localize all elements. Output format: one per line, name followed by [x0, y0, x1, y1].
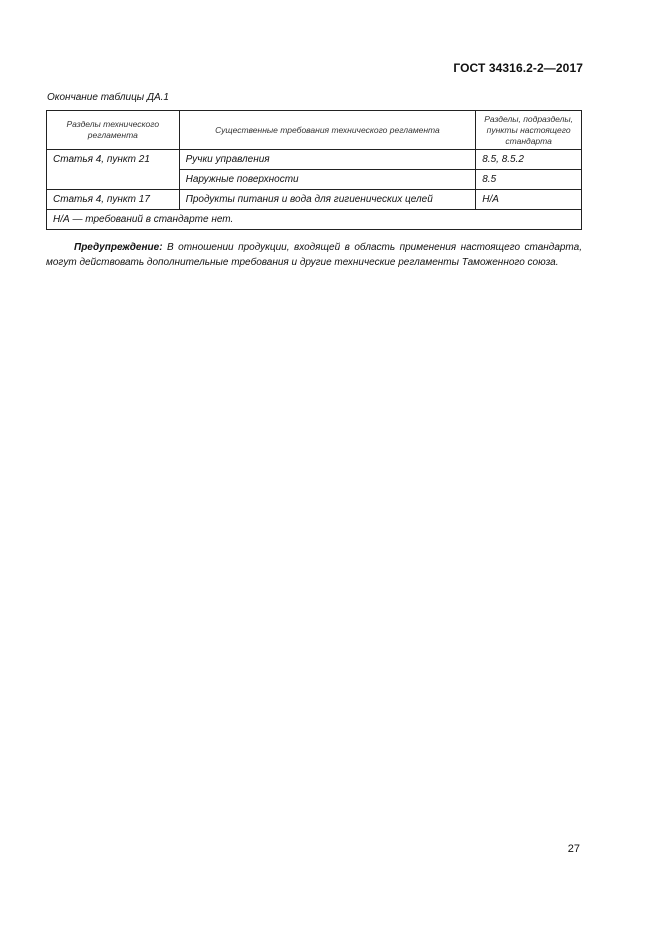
table-row: [47, 190, 582, 210]
document-code: ГОСТ 34316.2-2—2017: [453, 61, 583, 75]
cell-section: Статья 4, пункт 17: [47, 190, 180, 210]
warning-text: В отношении продукции, входящей в область применения настоящего стандарта, могут действовать дополнительные требования и другие технические регламенты Таможенного союза.: [46, 242, 582, 268]
warning-label: Предупреждение:: [74, 242, 163, 253]
cell-clauses: Н/А: [476, 190, 582, 210]
column-header-clauses: Разделы, подразделы, пункты настоящего стандарта: [476, 111, 582, 150]
cell-requirement: Продукты питания и вода для гигиенических целей: [179, 190, 476, 210]
table-header-row: [47, 111, 582, 150]
cell-clauses: 8.5: [476, 170, 582, 190]
cell-requirement: Ручки управления: [179, 150, 476, 170]
table-row: [47, 150, 582, 170]
column-header-sections: Разделы технического регламента: [47, 111, 180, 150]
warning-paragraph: [46, 240, 582, 270]
column-header-requirements: Существенные требования технического регламента: [179, 111, 476, 150]
table-note: Н/А — требований в стандарте нет.: [47, 210, 582, 230]
cell-requirement: Наружные поверхности: [179, 170, 476, 190]
table-caption: Окончание таблицы ДА.1: [47, 92, 169, 103]
page-number: 27: [567, 843, 580, 855]
requirements-table: [46, 110, 582, 230]
cell-section: Статья 4, пункт 21: [47, 150, 180, 190]
table-note-row: [47, 210, 582, 230]
cell-clauses: 8.5, 8.5.2: [476, 150, 582, 170]
